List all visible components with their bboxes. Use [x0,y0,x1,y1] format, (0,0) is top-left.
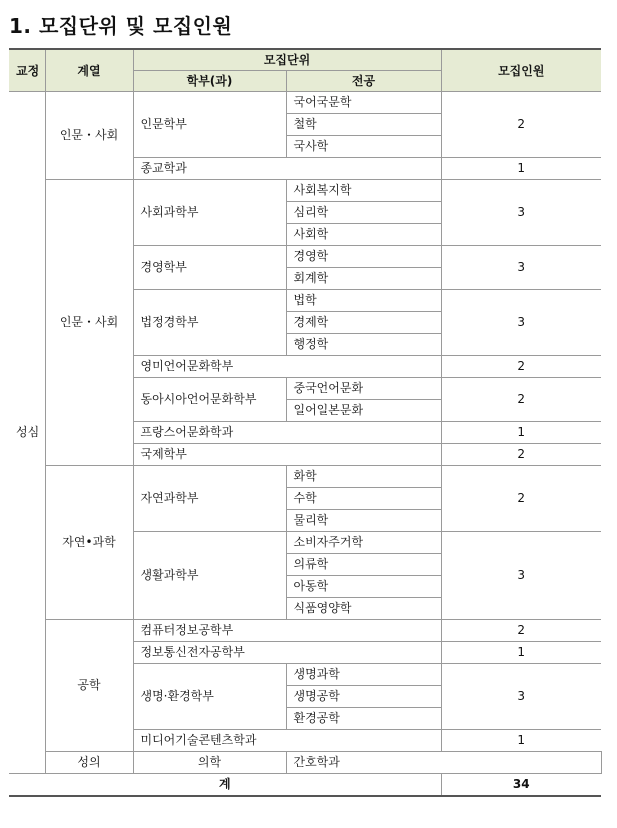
table-row [9,752,601,774]
dept-cell: 자연과학부 [133,466,286,532]
major-cell: 환경공학 [286,708,441,730]
major-cell: 경영학 [286,246,441,268]
dept-cell: 정보통신전자공학부 [133,642,441,664]
major-cell: 일어일본문화 [286,400,441,422]
total-row [9,774,601,797]
total-label: 계 [9,774,441,797]
dept-cell: 프랑스어문화학과 [133,422,441,444]
major-cell: 국사학 [286,136,441,158]
header-unit: 모집단위 [133,49,441,71]
table-row [9,620,601,642]
header-dept: 학부(과) [133,71,286,92]
major-cell: 법학 [286,290,441,312]
major-cell: 소비자주거학 [286,532,441,554]
total-count: 34 [441,774,601,797]
major-cell: 수학 [286,488,441,510]
count-cell: 3 [441,180,601,246]
count-cell: 2 [441,378,601,422]
recruitment-table [9,48,601,797]
field-cell: 인문・사회 [45,92,133,180]
page-title: 1. 모집단위 및 모집인원 [9,14,233,38]
dept-cell: 인문학부 [133,92,286,158]
dept-cell: 종교학과 [133,158,441,180]
header-field: 계열 [45,49,133,92]
dept-cell: 동아시아언어문화학부 [133,378,286,422]
major-cell: 회계학 [286,268,441,290]
major-cell: 사회복지학 [286,180,441,202]
major-cell: 식품영양학 [286,598,441,620]
count-cell: 2 [441,620,601,642]
count-cell: 2 [441,356,601,378]
count-cell: 3 [441,290,601,356]
count-cell: 1 [441,158,601,180]
major-cell: 사회학 [286,224,441,246]
major-cell: 중국언어문화 [286,378,441,400]
major-cell: 국어국문학 [286,92,441,114]
table-row [9,466,601,488]
count-cell: 3 [441,532,601,620]
count-cell: 3 [441,664,601,730]
dept-cell: 생활과학부 [133,532,286,620]
major-cell: 생명과학 [286,664,441,686]
table-row [9,180,601,202]
header-major: 전공 [286,71,441,92]
dept-cell: 생명·환경학부 [133,664,286,730]
field-cell: 자연•과학 [45,466,133,620]
table-row [9,92,601,114]
major-cell: 행정학 [286,334,441,356]
dept-cell: 사회과학부 [133,180,286,246]
field-cell: 공학 [45,620,133,752]
major-cell: 경제학 [286,312,441,334]
campus-cell: 성심 [9,92,45,774]
major-cell: 의류학 [286,554,441,576]
count-cell: 2 [441,466,601,532]
major-cell: 생명공학 [286,686,441,708]
major-cell: 아동학 [286,576,441,598]
count-cell: 1 [441,730,601,752]
count-cell: 2 [441,444,601,466]
count-cell: 1 [441,422,601,444]
dept-cell: 컴퓨터정보공학부 [133,620,441,642]
dept-cell: 법정경학부 [133,290,286,356]
dept-cell: 국제학부 [133,444,441,466]
count-cell: 1 [441,642,601,664]
count-cell: 3 [441,246,601,290]
dept-cell: 영미언어문화학부 [133,356,441,378]
dept-cell: 간호학과 [286,752,601,774]
campus-cell: 성의 [45,752,133,774]
major-cell: 심리학 [286,202,441,224]
dept-cell: 경영학부 [133,246,286,290]
dept-cell: 미디어기술콘텐츠학과 [133,730,441,752]
header-row [9,49,601,71]
field-cell: 인문・사회 [45,180,133,466]
header-campus: 교정 [9,49,45,92]
field-cell: 의학 [133,752,286,774]
header-count: 모집인원 [441,49,601,92]
major-cell: 물리학 [286,510,441,532]
count-cell: 2 [441,92,601,158]
major-cell: 철학 [286,114,441,136]
major-cell: 화학 [286,466,441,488]
